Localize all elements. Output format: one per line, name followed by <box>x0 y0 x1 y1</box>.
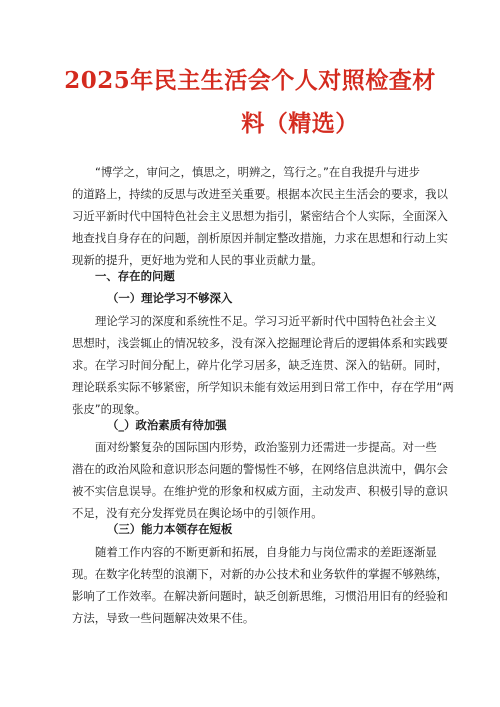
ability-paragraph <box>72 541 448 629</box>
paragraph-line: 潜在的政治风险和意识形态问题的警惕性不够，在网络信息洪流中，偶尔会 <box>72 462 448 476</box>
paragraph-line: 习近平新时代中国特色社会主义思想为指引，紧密结合个人实际，全面深入 <box>72 209 448 223</box>
paragraph-line: 被不实信息误导。在维护党的形象和权威方面，主动发声、积极引导的意识 <box>72 484 448 498</box>
paragraph-line: 影响了工作效率。在解决新问题时，缺乏创新思维，习惯沿用旧有的经验和 <box>72 589 448 603</box>
paragraph-line: 地查找自身存在的问题，剖析原因并制定整改措施，力求在思想和行动上实 <box>72 231 448 245</box>
subsection-heading-political: （_）政治素质有待加强 <box>107 418 227 432</box>
paragraph-line: 求。在学习时间分配上，碎片化学习居多，缺乏连贯、深入的钻研。同时， <box>72 358 448 372</box>
subsection-heading-ability: （三）能力本领存在短板 <box>107 522 233 536</box>
document-title-line-1: 2025年民主生活会个人对照检查材 <box>64 67 436 94</box>
intro-paragraph <box>72 161 448 271</box>
paragraph-line: 理论学习的深度和系统性不足。学习习近平新时代中国特色社会主义 <box>95 314 437 328</box>
paragraph-line: 理论联系实际不够紧密，所学知识未能有效运用到日常工作中，存在学用“两 <box>72 380 454 394</box>
paragraph-line: 面对纷繁复杂的国际国内形势，政治鉴别力还需进一步提高。对一些 <box>95 440 437 454</box>
paragraph-line: 的道路上，持续的反思与改进至关重要。根据本次民主生活会的要求，我以 <box>72 187 448 201</box>
paragraph-line: 不足，没有充分发挥党员在舆论场中的引领作用。 <box>72 506 323 520</box>
paragraph-line: 思想时，浅尝辄止的情况较多，没有深入挖掘理论背后的逻辑体系和实践要 <box>72 336 448 350</box>
paragraph-line: 随着工作内容的不断更新和拓展，自身能力与岗位需求的差距逐渐显 <box>95 545 437 559</box>
paragraph-line: 方法，导致一些问题解决效果不佳。 <box>72 611 255 625</box>
document-title-line-2: 料（精选） <box>241 110 359 137</box>
section-heading-problems: 一、存在的问题 <box>95 269 175 283</box>
theory-paragraph <box>72 310 454 420</box>
subsection-heading-theory: （一）理论学习不够深入 <box>107 291 233 305</box>
political-paragraph <box>72 436 448 524</box>
paragraph-line: 现新的提升，更好地为党和人民的事业贡献力量。 <box>72 253 323 267</box>
paragraph-line: 现。在数字化转型的浪潮下，对新的办公技术和业务软件的掌握不够熟练， <box>72 567 448 581</box>
paragraph-line: “博学之，审问之，慎思之，明辨之，笃行之。”在自我提升与进步 <box>95 165 421 179</box>
paragraph-line: 张皮”的现象。 <box>72 402 147 416</box>
